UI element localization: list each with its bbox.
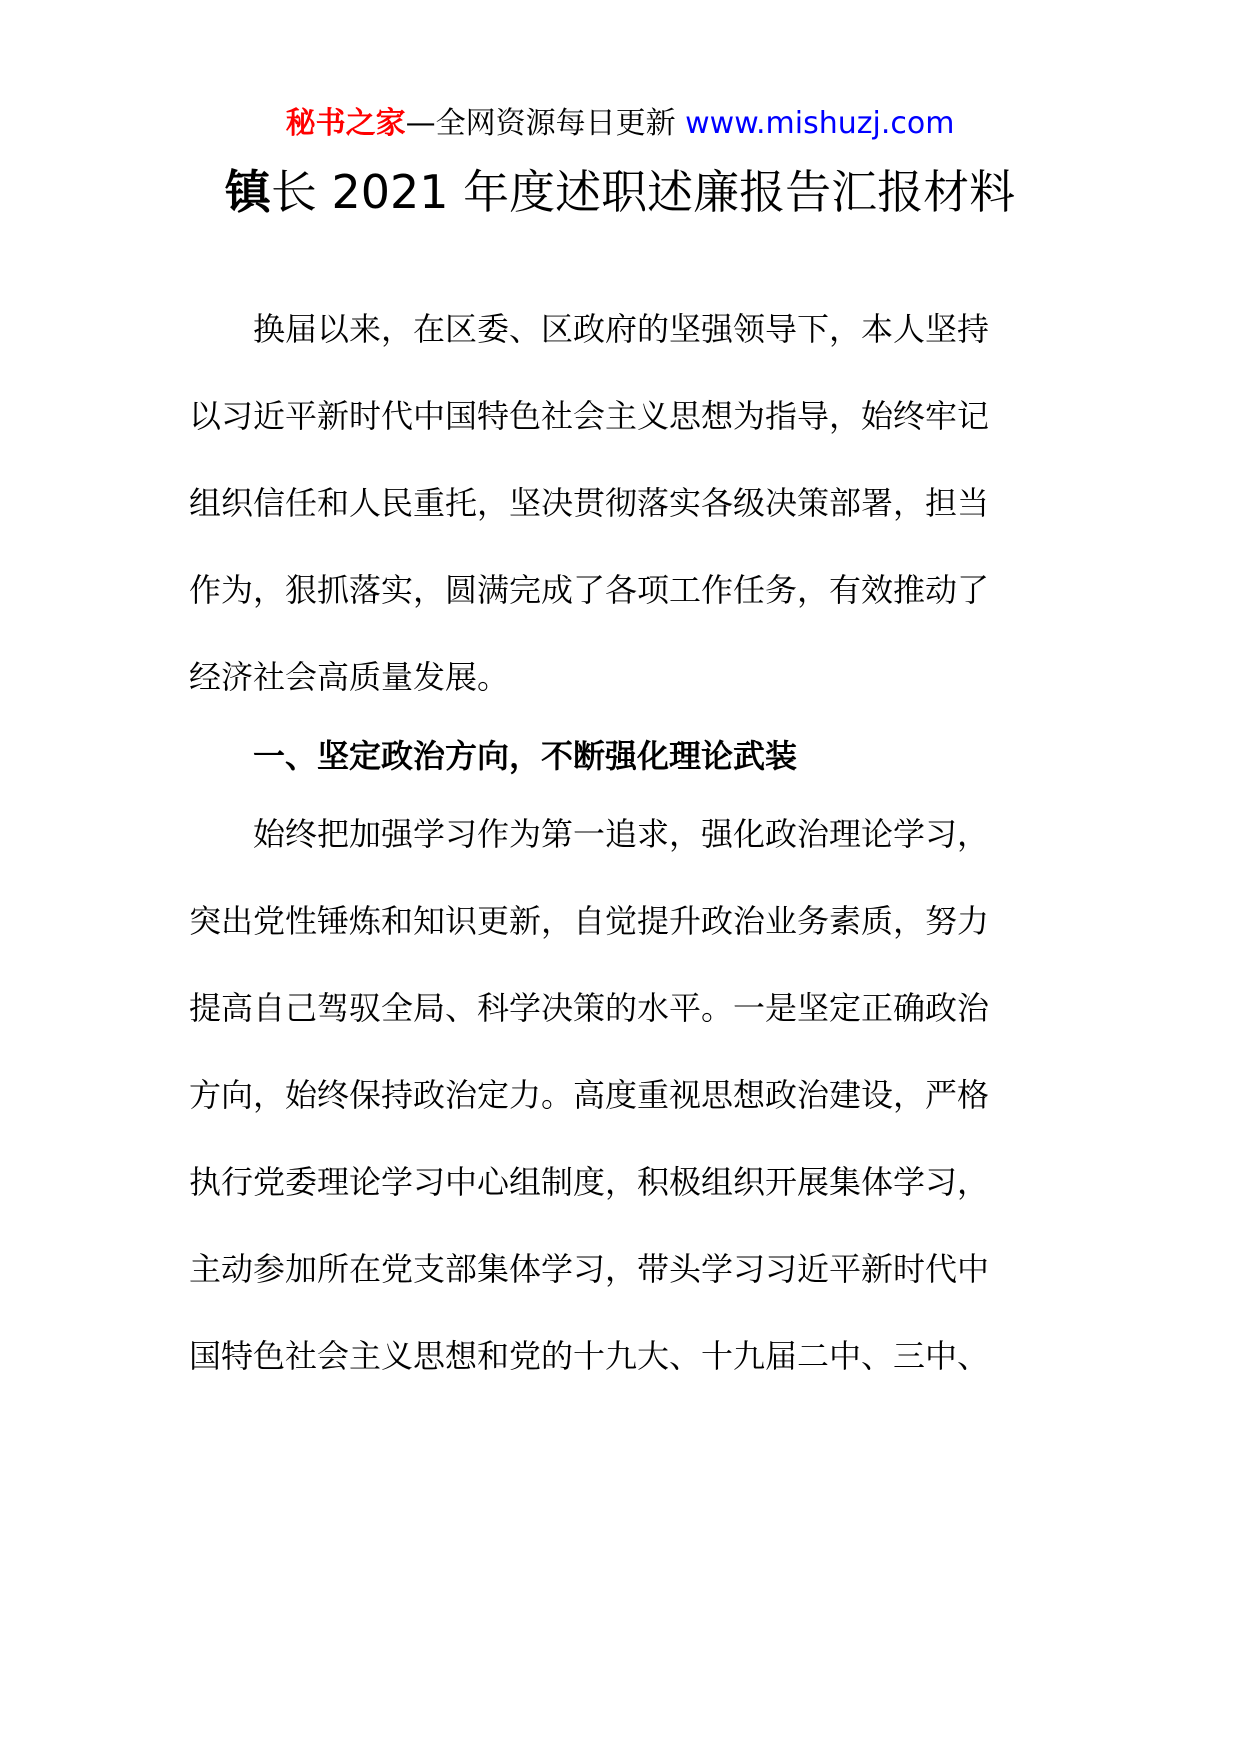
- document-title: [0, 160, 1240, 224]
- paragraph-line: 突出党性锤炼和知识更新，自觉提升政治业务素质，努力: [189, 902, 990, 940]
- site-header: [0, 102, 1240, 146]
- paragraph-line: 国特色社会主义思想和党的十九大、十九届二中、三中、: [189, 1337, 990, 1375]
- paragraph-line: 执行党委理论学习中心组制度，积极组织开展集体学习，: [189, 1163, 990, 1201]
- paragraph-line: 经济社会高质量发展。: [189, 658, 510, 696]
- paragraph-line: 方向，始终保持政治定力。高度重视思想政治建设，严格: [189, 1076, 990, 1114]
- section-heading: 一、坚定政治方向，不断强化理论武装: [253, 737, 798, 775]
- brand-name: 秘书之家: [285, 106, 406, 141]
- site-url-link[interactable]: www.mishuzj.com: [685, 106, 955, 141]
- title-first-char: 镇: [224, 165, 271, 219]
- paragraph-line: 作为，狠抓落实，圆满完成了各项工作任务，有效推动了: [189, 571, 990, 609]
- paragraph-line: 换届以来，在区委、区政府的坚强领导下，本人坚持: [253, 310, 990, 348]
- paragraph-line: 提高自己驾驭全局、科学决策的水平。一是坚定正确政治: [189, 989, 990, 1027]
- paragraph-line: 组织信任和人民重托，坚决贯彻落实各级决策部署，担当: [189, 484, 990, 522]
- paragraph-line: 始终把加强学习作为第一追求，强化政治理论学习，: [253, 815, 990, 853]
- paragraph-line: 主动参加所在党支部集体学习，带头学习习近平新时代中: [189, 1250, 990, 1288]
- title-rest: 长 2021 年度述职述廉报告汇报材料: [270, 165, 1016, 219]
- header-tagline: —全网资源每日更新: [405, 106, 676, 141]
- paragraph-line: 以习近平新时代中国特色社会主义思想为指导，始终牢记: [189, 397, 990, 435]
